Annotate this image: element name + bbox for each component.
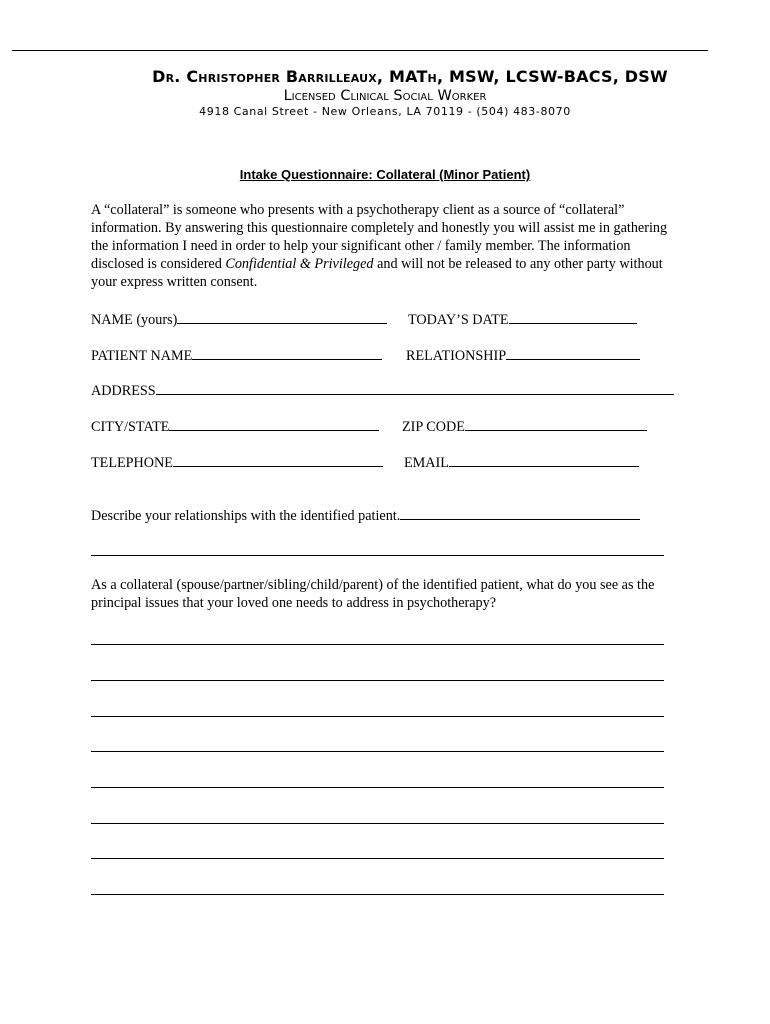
question-relationship-blank[interactable]: [400, 505, 640, 520]
intro-emphasis: Confidential & Privileged: [225, 256, 374, 272]
answer-line[interactable]: [91, 858, 664, 859]
name-field[interactable]: [91, 309, 387, 329]
answer-line[interactable]: [91, 823, 664, 824]
answer-line[interactable]: [91, 680, 664, 681]
city-state-label: CITY/STATE: [91, 419, 170, 435]
city-state-field[interactable]: [91, 416, 379, 436]
answer-line[interactable]: [91, 644, 664, 645]
todays-date-label: TODAY’S DATE: [408, 312, 509, 328]
intro-paragraph: [91, 201, 681, 291]
question-principal-issues: As a collateral (spouse/partner/sibling/child/parent) of the identified patient, what do you see as the principal issues that your loved one needs to address in psychotherapy?: [91, 577, 655, 611]
patient-name-field[interactable]: [91, 345, 382, 365]
answer-line[interactable]: [91, 555, 664, 556]
patient-name-label: PATIENT NAME: [91, 348, 193, 364]
question-relationship: [91, 505, 681, 525]
email-label: EMAIL: [404, 455, 449, 471]
todays-date-field[interactable]: [408, 309, 637, 329]
telephone-field[interactable]: [91, 452, 383, 472]
name-label: NAME (yours): [91, 312, 178, 328]
intro-text-1: A “collateral” is someone who presents with a psychotherapy client as a source of “collateral” information. By answering this questionnaire completely and honestly you will assist me in gathering the information I need in order to help your significant other / family member. The information disclosed is considered: [91, 202, 668, 272]
answer-line[interactable]: [91, 894, 664, 895]
address-label: ADDRESS: [91, 383, 156, 399]
practice-address: 4918 Canal Street - New Orleans, LA 70119 - (504) 483-8070: [199, 105, 571, 118]
relationship-blank[interactable]: [506, 345, 640, 360]
email-blank[interactable]: [449, 452, 639, 467]
answer-line[interactable]: [91, 787, 664, 788]
answer-line[interactable]: [91, 716, 664, 717]
todays-date-blank[interactable]: [509, 309, 637, 324]
zip-code-field[interactable]: [402, 416, 647, 436]
zip-code-blank[interactable]: [465, 416, 647, 431]
question-relationship-text: Describe your relationships with the identified patient.: [91, 508, 401, 524]
address-blank[interactable]: [156, 380, 674, 395]
intro-text-2: and will not be released to any other party without your express written consent.: [91, 256, 663, 290]
answer-line[interactable]: [91, 751, 664, 752]
patient-name-blank[interactable]: [192, 345, 382, 360]
relationship-field[interactable]: [406, 345, 640, 365]
name-blank[interactable]: [177, 309, 387, 324]
letterhead: [0, 67, 770, 118]
telephone-blank[interactable]: [173, 452, 383, 467]
email-field[interactable]: [404, 452, 639, 472]
zip-code-label: ZIP CODE: [402, 419, 465, 435]
practitioner-name: Dr. Christopher Barrilleaux, MATh, MSW, LCSW-BACS, DSW: [152, 67, 668, 86]
header-rule: [12, 50, 708, 51]
practitioner-title: Licensed Clinical Social Worker: [283, 88, 487, 104]
address-field[interactable]: [91, 380, 674, 400]
relationship-label: RELATIONSHIP: [406, 348, 507, 364]
form-title: Intake Questionnaire: Collateral (Minor Patient): [239, 167, 531, 182]
telephone-label: TELEPHONE: [91, 455, 173, 471]
city-state-blank[interactable]: [169, 416, 379, 431]
